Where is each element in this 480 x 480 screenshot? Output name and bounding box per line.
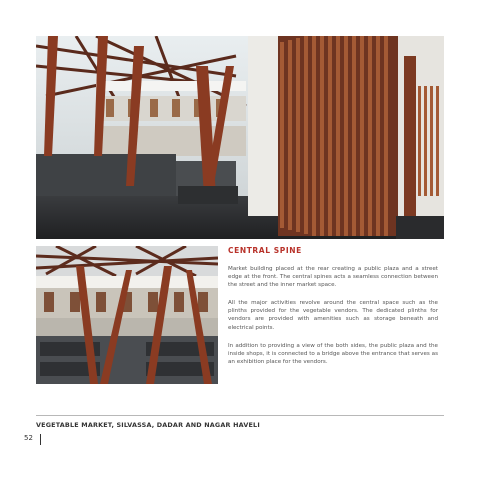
body-paragraph: All the major activities revolve around the central space such as the plinths provided for the vegetable vendors. The dedicated plinths for vendors are provided with amenities such as storage beneath and electrical points. bbox=[228, 300, 438, 331]
vendor-plinths-photo bbox=[36, 246, 218, 384]
section-heading: CENTRAL SPINE bbox=[228, 246, 302, 255]
project-caption: VEGETABLE MARKET, SILVASSA, DADAR AND NAGAR HAVELI bbox=[36, 421, 260, 429]
market-interior-photo bbox=[36, 36, 444, 239]
page-number: 52 bbox=[24, 434, 33, 442]
body-paragraph: In addition to providing a view of the both sides, the public plaza and the inside shops, it is connected to a bridge above the entrance that serves as an exhibition place for the vendors. bbox=[228, 343, 438, 366]
page-number-divider bbox=[40, 434, 41, 445]
caption-divider bbox=[36, 415, 444, 416]
body-paragraph: Market building placed at the rear creating a public plaza and a street edge at the front. The central spines acts a seamless connection between the street and the inner market space. bbox=[228, 266, 438, 289]
